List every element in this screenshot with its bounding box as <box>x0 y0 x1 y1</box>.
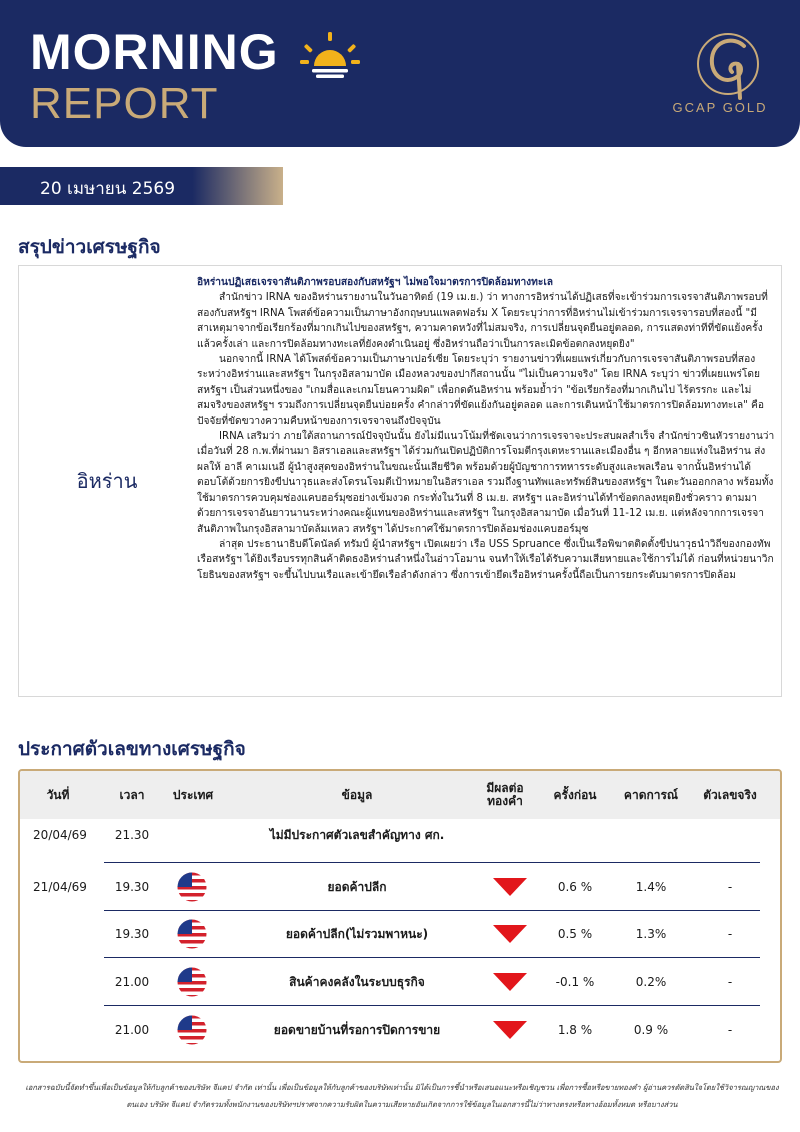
cell-time: 21.00 <box>114 975 150 989</box>
cell-forecast: 1.3% <box>635 927 667 941</box>
header-time: เวลา <box>119 787 145 802</box>
table-row <box>20 1006 780 1054</box>
down-arrow-icon <box>492 972 528 992</box>
header-forecast: คาดการณ์ <box>623 787 679 802</box>
header-previous: ครั้งก่อน <box>553 787 597 802</box>
down-arrow-icon <box>492 924 528 944</box>
us-flag-icon <box>177 1015 207 1045</box>
cell-time: 19.30 <box>114 927 150 941</box>
cell-forecast: 1.4% <box>635 880 667 894</box>
cell-time: 21.30 <box>114 828 150 842</box>
title-morning: MORNING <box>30 24 279 80</box>
header-item: ข้อมูล <box>341 787 373 802</box>
news-headline: อิหร่านปฏิเสธเจรจาสันติภาพรอบสองกับสหรัฐฯ ไม่พอใจมาตรการปิดล้อมทางทะเล <box>197 277 554 288</box>
cell-forecast: 0.2% <box>635 975 667 989</box>
cell-actual: - <box>727 1023 733 1037</box>
down-arrow-icon <box>492 877 528 897</box>
cell-previous: 0.6 % <box>557 880 593 894</box>
us-flag-icon <box>177 967 207 997</box>
table-row <box>20 910 780 958</box>
cell-actual: - <box>727 880 733 894</box>
news-paragraph: IRNA เสริมว่า ภายใต้สถานการณ์ปัจจุบันนั้น ยังไม่มีแนวโน้มที่ชัดเจนว่าการเจรจาจะประสบผลสำเร็จ สำนักข่าวซินหัวรายงานว่า เมื่อวันที่ 28 ก.พ.ที่ผ่านมา อิสราเอลและสหรัฐฯ ได้ร่วมกันเปิดปฏิบัติการโจมตีกรุงเตหะรานและเมืองอื่น ๆ อีกหลายแห่งในอิหร่าน ส่งผลให้ อาลี คาเมเนอี ผู้นำสูงสุดของอิหร่านในขณะนั้นเสียชีวิต พร้อมด้วยผู้บัญชาการทหารระดับสูงและพลเรือน จากนั้นอิหร่านได้ตอบโต้ด้วยการยิงขีปนาวุธและส่งโดรนโจมตีเป้าหมายในอิสราเอล รวมถึงฐานทัพและทรัพย์สินของสหรัฐฯ ในตะวันออกกลาง พร้อมทั้งใช้มาตรการควบคุมช่องแคบฮอร์มุซอย่างเข้มงวด กระทั่งในวันที่ 8 เม.ย. สหรัฐฯ และอิหร่านได้ทำข้อตกลงหยุดยิงชั่วคราว ตามมาด้วยการเจรจาอันยาวนานระหว่างคณะผู้แทนของอิหร่านและสหรัฐฯ ในกรุงอิสลามาบัด เมื่อวันที่ 11-12 เม.ย. แต่หลังจากการเจรจาสันติภาพในกรุงอิสลามาบัดล้มเหลว สหรัฐฯ ได้ประกาศใช้มาตรการปิดล้อมช่องแคบฮอร์มุซ <box>197 431 775 535</box>
cell-date: 21/04/69 <box>33 880 87 894</box>
news-body <box>197 275 775 583</box>
cell-item: ยอดขายบ้านที่รอการปิดการขาย <box>273 1022 441 1037</box>
header-actual: ตัวเลขจริง <box>703 787 757 802</box>
news-paragraph: ล่าสุด ประธานาธิบดีโดนัลด์ ทรัมป์ ผู้นำสหรัฐฯ เปิดเผยว่า เรือ USS Spruance ซึ่งเป็นเรือพิฆาตติดตั้งขีปนาวุธนำวิถีของกองทัพเรือสหรัฐฯ ได้ยิงเรือบรรทุกสินค้าติดธงอิหร่านลำหนึ่งในอ่าวโอมาน จนทำให้เรือได้รับความเสียหายและใช้การไม่ได้ ก่อนที่หน่วยนาวิกโยธินของสหรัฐฯ จะขึ้นไปบนเรือและเข้ายึดเรือลำดังกล่าว ซึ่งการเข้ายึดเรืออิหร่านครั้งนี้ถือเป็นการยกระดับมาตรการปิดล้อม <box>197 538 774 581</box>
news-paragraph: นอกจากนี้ IRNA ได้โพสต์ข้อความเป็นภาษาเปอร์เซีย โดยระบุว่า รายงานข่าวที่เผยแพร่เกี่ยวกับการเจรจาสันติภาพรอบที่สองระหว่างอิหร่านและสหรัฐฯ ในกรุงอิสลามาบัด เมืองหลวงของปากีสถานนั้น "ไม่เป็นความจริง" โดย IRNA ระบุว่า ข่าวที่เผยแพร่โดยสหรัฐฯ เป็นส่วนหนึ่งของ "เกมสื่อและเกมโยนความผิด" เพื่อกดดันอิหร่าน พร้อมย้ำว่า "ข้อเรียกร้องที่มากเกินไป ไร้ตรรกะ และไม่สมจริงของสหรัฐฯ รวมถึงการเปลี่ยนจุดยืนบ่อยครั้ง คำกล่าวที่ขัดแย้งกันอยู่ตลอด และการเดินหน้าใช้มาตรการปิดล้อมทางทะเล" คือปัจจัยที่ขัดขวางความคืบหน้าของการเจรจาจนถึงปัจจุบัน <box>197 354 764 427</box>
economic-calendar-table <box>18 769 782 1063</box>
cell-previous: 1.8 % <box>557 1023 593 1037</box>
sunrise-icon <box>300 32 360 78</box>
news-country-label: อิหร่าน <box>76 469 138 493</box>
report-date: 20 เมษายน 2569 <box>40 179 176 199</box>
date-bar <box>0 167 283 205</box>
cell-forecast: 0.9 % <box>633 1023 669 1037</box>
news-paragraph: สำนักข่าว IRNA ของอิหร่านรายงานในวันอาทิตย์ (19 เม.ย.) ว่า ทางการอิหร่านได้ปฏิเสธที่จะเข้าร่วมการเจรจาสันติภาพรอบที่สองกับสหรัฐฯ IRNA โพสต์ข้อความเป็นภาษาอังกฤษบนแพลตฟอร์ม X โดยระบุว่าการที่อิหร่านไม่เข้าร่วมการเจรจารอบที่สองนี้ "มีสาเหตุมาจากข้อเรียกร้องที่มากเกินไปของสหรัฐฯ, ความคาดหวังที่ไม่สมจริง, การเปลี่ยนจุดยืนอยู่ตลอด, การแสดงท่าทีที่ขัดแย้งครั้งแล้วครั้งเล่า และการปิดล้อมทางทะเลที่ยังคงดำเนินอยู่ ซึ่งอิหร่านถือว่าเป็นการละเมิดข้อตกลงหยุดยิง" <box>197 292 768 350</box>
calendar-section-title: ประกาศตัวเลขทางเศรษฐกิจ <box>18 738 246 760</box>
cell-actual: - <box>727 975 733 989</box>
table-row <box>20 863 780 911</box>
cell-date: 20/04/69 <box>33 828 87 842</box>
news-box <box>18 265 782 697</box>
cell-item: ยอดค้าปลีก(ไม่รวมพาหนะ) <box>285 926 429 941</box>
header-impact-line2: ทองคำ <box>487 794 523 808</box>
cell-time: 21.00 <box>114 1023 150 1037</box>
cell-item: ไม่มีประกาศตัวเลขสำคัญทาง ศก. <box>269 827 445 842</box>
table-row <box>20 811 780 859</box>
brand-name: GCAP GOLD <box>672 100 768 115</box>
title-report: REPORT <box>30 79 219 128</box>
down-arrow-icon <box>492 1020 528 1040</box>
cell-previous: -0.1 % <box>555 975 595 989</box>
cell-actual: - <box>727 927 733 941</box>
cell-item: สินค้าคงคลังในระบบธุรกิจ <box>289 974 425 989</box>
news-section-title: สรุปข่าวเศรษฐกิจ <box>18 236 161 258</box>
header-country: ประเทศ <box>172 787 214 802</box>
cell-time: 19.30 <box>114 880 150 894</box>
us-flag-icon <box>177 872 207 902</box>
cell-previous: 0.5 % <box>557 927 593 941</box>
table-row <box>20 958 780 1006</box>
header-date: วันที่ <box>46 787 70 802</box>
report-header <box>0 0 800 147</box>
header-impact-line1: มีผลต่อ <box>486 781 524 795</box>
cell-item: ยอดค้าปลีก <box>327 879 387 894</box>
us-flag-icon <box>177 919 207 949</box>
disclaimer: เอกสารฉบับนี้จัดทำขึ้นเพื่อเป็นข้อมูลให้กับลูกค้าของบริษัท จีแคป จำกัด เท่านั้น เพื่อเป็นข้อมูลให้กับลูกค้าของบริษัทเท่านั้น มิได้เป็นการชี้นำหรือเสนอแนะหรือเชิญชวน เพื่อการซื้อหรือขายทองคำ ผู้อ่านควรตัดสินใจโดยใช้วิจารณญาณของตนเอง บริษัท จีแคป จำกัดรวมทั้งพนักงานของบริษัทฯปราศจากความรับผิดในความเสียหายอันเกิดจากการใช้ข้อมูลในเอกสารนี้ไม่ว่าทางตรงหรือทางอ้อมทั้งหมด หรือบางส่วน <box>25 1083 779 1109</box>
